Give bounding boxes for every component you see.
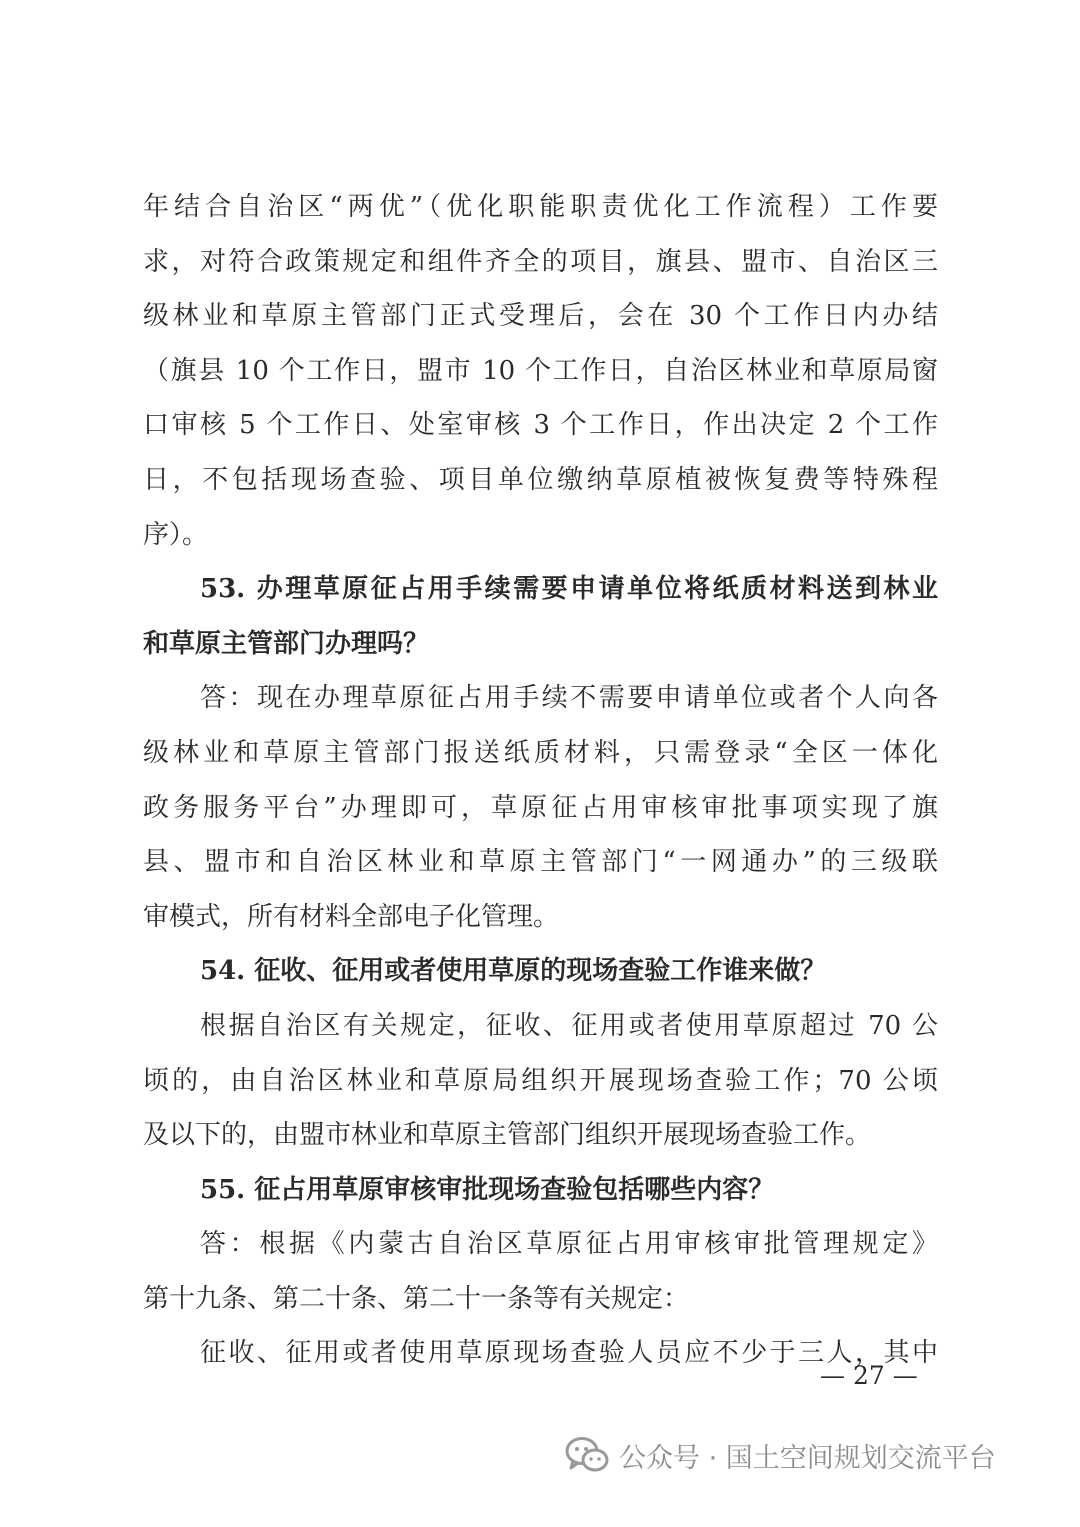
answer-53-line: 政务服务平台”办理即可，草原征占用审核审批事项实现了旗 <box>143 792 938 823</box>
document-body <box>143 180 938 1381</box>
body-line: 年结合自治区“两优”（优化职能职责优化工作流程）工作要 <box>143 192 938 222</box>
body-line: 口审核 5 个工作日、处室审核 3 个工作日，作出决定 2 个工作 <box>143 410 938 441</box>
answer-55-line: 征收、征用或者使用草原现场查验人员应不少于三人，其中 <box>200 1338 938 1369</box>
page-number: — 27 — <box>820 1361 918 1390</box>
question-53-heading-cont: 和草原主管部门办理吗？ <box>143 628 430 659</box>
answer-54-line: 及以下的，由盟市林业和草原主管部门组织开展现场查验工作。 <box>143 1120 872 1151</box>
answer-53-line: 答：现在办理草原征占用手续不需要申请单位或者个人向各 <box>200 683 938 714</box>
watermark <box>565 1425 996 1485</box>
body-line: （旗县 10 个工作日，盟市 10 个工作日，自治区林业和草原局窗 <box>143 355 938 386</box>
body-line: 序）。 <box>143 519 209 550</box>
body-line: 日，不包括现场查验、项目单位缴纳草原植被恢复费等特殊程 <box>143 464 938 495</box>
wechat-icon <box>565 1435 609 1475</box>
body-line: 级林业和草原主管部门正式受理后，会在 30 个工作日内办结 <box>143 301 938 332</box>
watermark-text: 公众号 · 国土空间规划交流平台 <box>619 1442 996 1474</box>
answer-53-line: 级林业和草原主管部门报送纸质材料，只需登录“全区一体化 <box>143 737 938 768</box>
question-54-heading: 54. 征收、征用或者使用草原的现场查验工作谁来做？ <box>200 956 827 987</box>
answer-53-line: 县、盟市和自治区林业和草原主管部门“一网通办”的三级联 <box>143 847 938 878</box>
body-line: 求，对符合政策规定和组件齐全的项目，旗县、盟市、自治区三 <box>143 246 938 277</box>
answer-55-line: 答：根据《内蒙古自治区草原征占用审核审批管理规定》 <box>200 1229 938 1260</box>
question-53-heading: 53. 办理草原征占用手续需要申请单位将纸质材料送到林业 <box>200 574 938 605</box>
answer-53-line: 审模式，所有材料全部电子化管理。 <box>143 901 560 932</box>
answer-55-line: 第十九条、第二十条、第二十一条等有关规定： <box>143 1283 690 1314</box>
answer-54-line: 顷的，由自治区林业和草原局组织开展现场查验工作；70 公顷 <box>143 1065 938 1096</box>
answer-54-line: 根据自治区有关规定，征收、征用或者使用草原超过 70 公 <box>200 1010 938 1041</box>
question-55-heading: 55. 征占用草原审核审批现场查验包括哪些内容？ <box>200 1174 775 1205</box>
